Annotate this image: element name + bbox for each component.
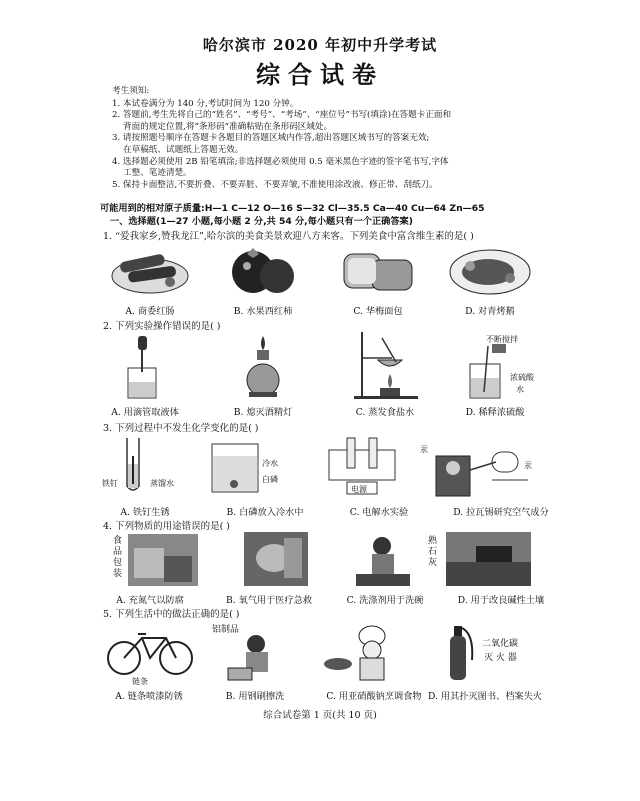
note-item: 1. 本试卷满分为 140 分,考试时间为 120 分钟。	[112, 98, 299, 109]
exam-title: 哈尔滨市 2020 年初中升学考试	[202, 36, 438, 54]
q2-option-c: C. 蒸发食盐水	[355, 407, 415, 418]
alcohol-lamp-picture	[243, 332, 283, 400]
q2-option-a: A. 用滴管取液体	[111, 407, 179, 418]
label-mercury-left: 汞	[420, 445, 428, 454]
label-aluminum-products: 铝制品	[212, 625, 240, 635]
bread-picture	[338, 244, 418, 296]
q1-option-d: D. 对青烤鹅	[465, 306, 515, 317]
q5-option-a: A. 链条喷漆防锈	[115, 691, 183, 702]
q3-option-c: C. 电解水实验	[349, 507, 409, 518]
q5-option-d: D. 用其扑灭图书、档案失火	[428, 691, 542, 702]
label-distilled-water: 蒸馏水	[150, 479, 174, 488]
cooking-chef-picture	[320, 624, 400, 682]
note-item: 工整、笔迹清楚。	[123, 168, 192, 179]
page-footer: 综合试卷第 1 页(共 10 页)	[263, 710, 377, 721]
atomic-masses: 可能用到的相对原子质量:H—1 C—12 O—16 S—32 Cl—35.5 Ca—40 Cu—64 Zn—65	[100, 203, 485, 214]
question-1-stem: 1. “爱我家乡,赞我龙江”,哈尔滨的美食美景欢迎八方来客。下列美食中富含维生素的是( )	[103, 231, 474, 242]
label-mercury-right: 汞	[524, 461, 532, 470]
note-item: 3. 请按照题号顺序在答题卡各题目的答题区域内作答,超出答题区域书写的答案无效;	[112, 133, 430, 144]
q5-option-b: B. 用钢刷擦洗	[225, 691, 285, 702]
label-power-supply: 电源	[351, 485, 367, 494]
label-white-phosphorus: 白磷	[262, 475, 278, 484]
label-sulfuric-acid: 浓硫酸	[510, 373, 534, 382]
q2-option-d: D. 稀释浓硫酸	[465, 407, 525, 418]
dishwashing-picture	[352, 534, 414, 588]
dilution-beaker-picture	[462, 342, 510, 400]
label-cold-water: 冷水	[262, 459, 278, 468]
label-food-packaging: 食品包装	[113, 536, 123, 579]
q4-option-c: C. 洗涤剂用于洗碗	[346, 595, 424, 606]
label-water: 水	[516, 385, 524, 394]
tomato-picture	[225, 244, 300, 296]
q1-option-c: C. 华梅面包	[353, 306, 403, 317]
food-packaging-picture	[128, 534, 198, 586]
q4-option-b: B. 氧气用于医疗急救	[225, 595, 313, 606]
label-iron-nail: 铁钉	[102, 479, 118, 488]
red-sausage-picture	[110, 244, 190, 296]
note-item: 2. 答题前,考生先将自己的“姓名”、“考号”、“考场”、“座位号”书写(填涂)在答题卡正面和	[112, 110, 452, 121]
label-carbon-dioxide: 二氧化碳	[482, 639, 519, 649]
question-2-stem: 2. 下列实验操作错误的是( )	[103, 321, 221, 332]
notes-heading: 考生须知:	[112, 86, 150, 96]
evaporation-apparatus-picture	[352, 328, 422, 400]
question-3-stem: 3. 下列过程中不发生化学变化的是( )	[103, 423, 259, 434]
q3-option-a: A. 铁钉生锈	[120, 507, 170, 518]
q5-option-c: C. 用亚硝酸钠烹调食物	[326, 691, 422, 702]
soil-improvement-picture	[446, 532, 531, 586]
bicycle-picture	[106, 626, 194, 676]
question-4-stem: 4. 下列物质的用途错误的是( )	[103, 521, 231, 532]
exam-subtitle: 综合试卷	[256, 60, 384, 89]
section-heading: 一、选择题(1—27 小题,每小题 2 分,共 54 分,每小题只有一个正确答案)	[110, 216, 413, 227]
note-item: 5. 保持卡面整洁,不要折叠、不要弄脏、不要弄皱,不准使用涂改液、修正带、刮纸刀。	[112, 179, 438, 190]
lavoisier-apparatus-picture	[432, 446, 532, 498]
label-slaked-lime: 熟石灰	[428, 536, 438, 568]
note-item: 在草稿纸、试题纸上答题无效。	[123, 144, 244, 155]
roast-goose-picture	[448, 244, 533, 296]
q4-option-d: D. 用于改良碱性土壤	[457, 595, 545, 606]
dropper-picture	[118, 332, 168, 400]
oxygen-therapy-picture	[244, 532, 308, 586]
q2-option-b: B. 熄灭酒精灯	[233, 407, 293, 418]
candidate-notes	[112, 86, 532, 191]
q3-option-b: B. 白磷放入冷水中	[226, 507, 304, 518]
q1-option-b: B. 水果西红柿	[233, 306, 293, 317]
q4-option-a: A. 充氮气以防腐	[116, 595, 184, 606]
q1-option-a: A. 商委红肠	[125, 306, 175, 317]
label-chain: 链条	[132, 677, 148, 686]
fire-extinguisher-picture	[438, 620, 478, 684]
cold-water-beaker-picture	[208, 438, 263, 496]
question-5-stem: 5. 下列生活中的做法正确的是( )	[103, 609, 240, 620]
brush-scrubbing-picture	[222, 634, 284, 682]
test-tube-picture	[122, 436, 144, 496]
note-item: 背面的规定位置,将“条形码”准确粘贴在条形码区域处。	[123, 121, 333, 132]
label-stirring: 不断搅拌	[486, 335, 518, 344]
q3-option-d: D. 拉瓦锡研究空气成分	[453, 507, 549, 518]
label-extinguisher: 灭 火 器	[484, 653, 517, 663]
note-item: 4. 选择题必须使用 2B 铅笔填涂;非选择题必须使用 0.5 毫米黑色字迹的签字笔书写,字体	[112, 156, 449, 167]
